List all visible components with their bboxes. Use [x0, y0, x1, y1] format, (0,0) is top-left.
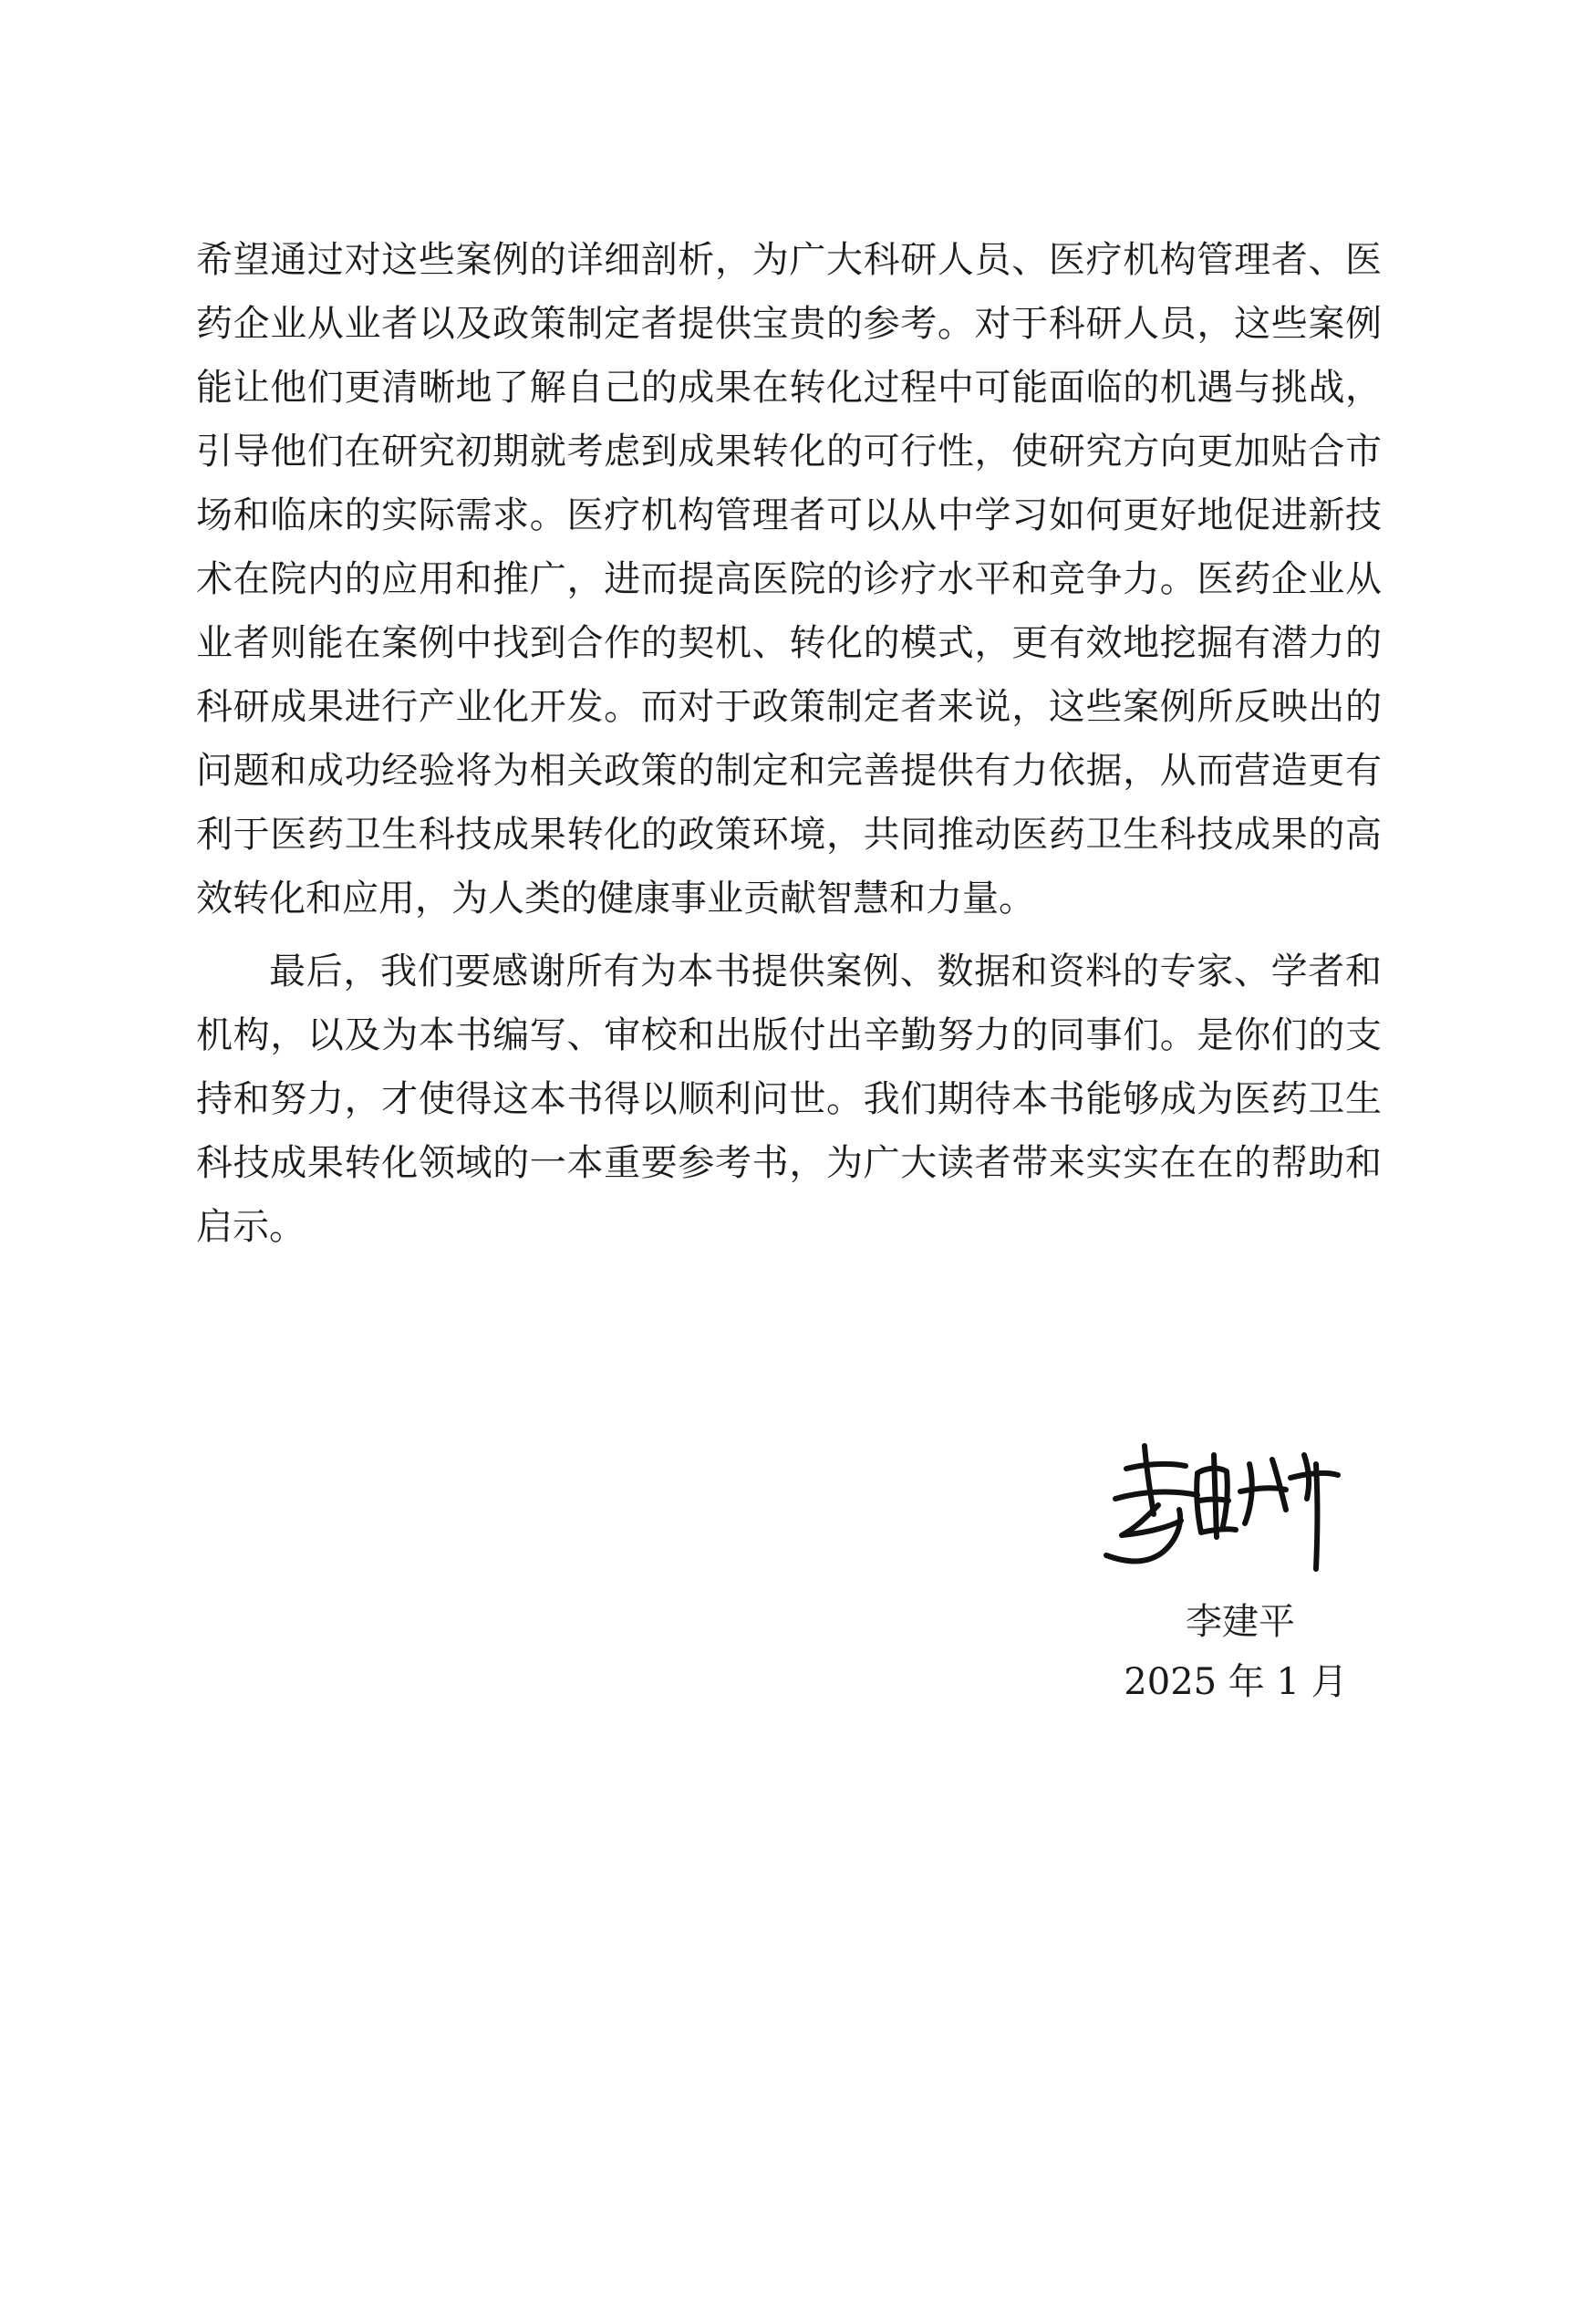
handwritten-signature [1090, 1418, 1363, 1578]
signature-date: 2025 年 1 月 [1124, 1661, 1348, 1703]
paragraph-acknowledgements: 最后，我们要感谢所有为本书提供案例、数据和资料的专家、学者和机构，以及为本书编写、审校和出版付出辛勤努力的同事们。是你们的支持和努力，才使得这本书得以顺利问世。我们期待本书能够成为医药卫生科技成果转化领域的一本重要参考书，为广大读者带来实实在在的帮助和启示。 [196, 951, 1382, 1248]
body-text [196, 228, 1382, 1268]
paragraph-continued: 希望通过对这些案例的详细剖析，为广大科研人员、医疗机构管理者、医药企业从业者以及政策制定者提供宝贵的参考。对于科研人员，这些案例能让他们更清晰地了解自己的成果在转化过程中可能面临的机遇与挑战，引导他们在研究初期就考虑到成果转化的可行性，使研究方向更加贴合市场和临床的实际需求。医疗机构管理者可以从中学习如何更好地促进新技术在院内的应用和推广，进而提高医院的诊疗水平和竞争力。医药企业从业者则能在案例中找到合作的契机、转化的模式，更有效地挖掘有潜力的科研成果进行产业化开发。而对于政策制定者来说，这些案例所反映出的问题和成功经验将为相关政策的制定和完善提供有力依据，从而营造更有利于医药卫生科技成果转化的政策环境，共同推动医药卫生科技成果的高效转化和应用，为人类的健康事业贡献智慧和力量。 [196, 239, 1382, 920]
author-name: 李建平 [1186, 1601, 1295, 1643]
